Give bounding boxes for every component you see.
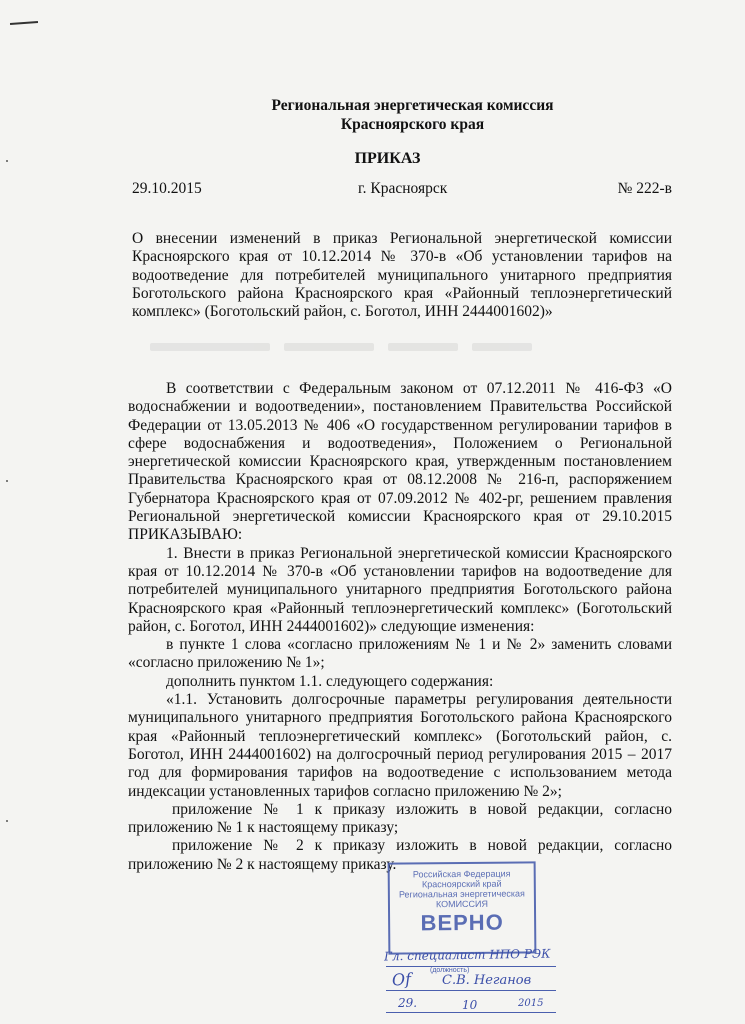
stamp-line-1: Российская Федерация	[412, 868, 511, 880]
handwritten-name: С.В. Неганов	[442, 973, 532, 988]
org-name-line2: Красноярского края	[340, 116, 485, 133]
document-meta	[132, 180, 672, 200]
document-header	[0, 96, 745, 134]
stamp-line-3: Региональная энергетическая	[398, 888, 525, 900]
preamble-paragraph: В соответствии с Федеральным законом от 07.12.2011 № 416-ФЗ «О водоснабжении и водоотведении», постановлением Правительства Российской Федерации от 13.05.2013 № 406 «О государственном регулировании тарифов в сфере водоснабжения и водоотведения», Положением о Региональной энергетической комиссии Красноярского края, утвержденным постановлением Правительства Красноярского края от 08.12.2008 № 216-п, распоряжением Губернатора Красноярского края от 07.09.2012 № 402-рг, решением правления Региональной энергетической комиссии Красноярского края от 29.10.2015 ПРИКАЗЫВАЮ:	[128, 380, 672, 544]
signature-scribble: Of	[391, 969, 412, 990]
date-line	[386, 1012, 556, 1013]
bleed-through-text	[150, 338, 630, 358]
item-1-1-paragraph: «1.1. Установить долгосрочные параметры регулирования деятельности муниципального унитарного предприятия Боготольского района Красноярского края «Районный теплоэнергетический комплекс» (Боготольский район, с. Боготол, ИНН 2444001602) на долгосрочный период регулирования 2015 – 2017 год для формирования тарифов на водоотведение с использованием метода индексации установленных тарифов согласно приложению № 2»;	[128, 691, 672, 800]
stamp-word: ВЕРНО	[420, 909, 504, 936]
scan-dot	[6, 480, 8, 482]
handwritten-year: 2015	[518, 998, 544, 1009]
document-subject: О внесении изменений в приказ Региональной энергетической комиссии Красноярского края от 10.12.2014 № 370-в «Об установлении тарифов на водоотведение для потребителей муниципального унитарного предприятия Боготольского района Красноярского края «Районный теплоэнергетический комплекс» (Боготольский район, с. Боготол, ИНН 2444001602)»	[132, 230, 672, 321]
scan-dot	[6, 820, 8, 822]
scan-mark	[10, 21, 38, 25]
handwritten-day: 29.	[398, 996, 418, 1010]
name-line	[386, 990, 556, 991]
document-number: № 222-в	[617, 180, 672, 197]
change-3-paragraph: приложение № 1 к приказу изложить в новой редакции, согласно приложению № 1 к настоящему приказу;	[128, 800, 672, 837]
stamp-line-4: КОМИССИЯ	[435, 898, 489, 910]
verification-stamp	[388, 861, 537, 954]
change-1-paragraph: в пункте 1 слова «согласно приложениям № 1 и № 2» заменить словами «согласно приложению № 1»;	[128, 636, 672, 672]
handwritten-month: 10	[462, 998, 478, 1012]
handwritten-position: Гл. специалист НПО РЭК	[383, 946, 551, 964]
change-4-paragraph: приложение № 2 к приказу изложить в новой редакции, согласно приложению № 2 к настоящему приказу.	[128, 837, 672, 873]
document-title: ПРИКАЗ	[354, 150, 421, 167]
item-1-paragraph: 1. Внести в приказ Региональной энергетической комиссии Красноярского края от 10.12.2014 № 370-в «Об установлении тарифов на водоотведение для потребителей муниципального унитарного предприятия Боготольского района Красноярского края «Районный теплоэнергетический комплекс» (Боготольский район, с. Боготол, ИНН 2444001602)» следующие изменения:	[128, 544, 672, 635]
org-name-line1: Региональная энергетическая комиссия	[271, 97, 554, 114]
stamp-line-2: Красноярский край	[421, 878, 502, 890]
position-label: (должность)	[430, 967, 470, 974]
document-date: 29.10.2015	[132, 180, 202, 197]
document-city: г. Красноярск	[358, 180, 448, 197]
signature-line	[386, 966, 556, 967]
document-body	[128, 380, 672, 874]
change-2-paragraph: дополнить пунктом 1.1. следующего содержания:	[166, 672, 494, 690]
